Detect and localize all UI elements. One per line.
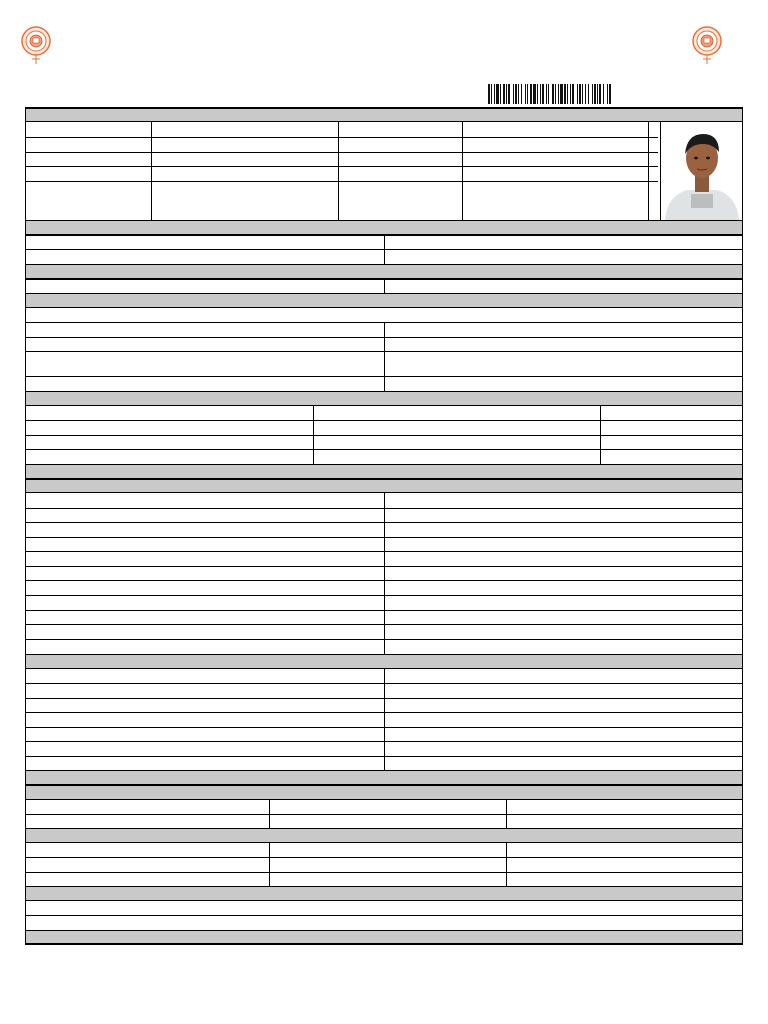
barcode-bar (592, 84, 593, 104)
barcode-bar (508, 84, 510, 104)
barcode-bar (496, 84, 499, 104)
form-column-line (384, 493, 385, 654)
form-column-line (648, 122, 649, 220)
form-row-line (26, 814, 742, 815)
barcode-bar (506, 84, 507, 104)
barcode-bar (548, 84, 549, 104)
form-row-line (26, 449, 742, 450)
emblem-logo-icon (690, 26, 724, 66)
form-column-line (338, 122, 339, 220)
form-row-line (26, 152, 658, 153)
form-column-line (313, 406, 314, 464)
barcode-bar (567, 84, 568, 104)
form-column-line (462, 122, 463, 220)
section-header-band (26, 654, 742, 669)
applicant-photo (660, 122, 742, 220)
barcode-bar (494, 84, 495, 104)
barcode-bar (525, 84, 526, 104)
barcode-bar (597, 84, 598, 104)
barcode-bar (599, 84, 601, 104)
form-row-line (26, 872, 742, 873)
barcode-bar (515, 84, 517, 104)
section-header-band (26, 930, 742, 944)
barcode-bar (570, 84, 571, 104)
section-header-band (26, 479, 742, 493)
section-header-band (26, 886, 742, 901)
barcode-bar (513, 84, 514, 104)
form-row-line (26, 857, 742, 858)
form-column-line (384, 669, 385, 770)
barcode-bar (500, 84, 501, 104)
barcode-bar (518, 84, 519, 104)
barcode-bar (537, 84, 538, 104)
barcode-bar (555, 84, 556, 104)
application-form (25, 107, 743, 945)
form-row-line (26, 137, 658, 138)
barcode-bar (503, 84, 505, 104)
section-header-band (26, 220, 742, 235)
form-column-line (600, 406, 601, 464)
barcode-bar (582, 84, 583, 104)
barcode-bar (609, 84, 611, 104)
barcode-bar (560, 84, 563, 104)
barcode-bar (577, 84, 578, 104)
barcode-bar (546, 84, 547, 104)
form-column-line (506, 800, 507, 828)
form-column-line (384, 235, 385, 264)
barcode-bar (579, 84, 581, 104)
form-column-line (384, 279, 385, 293)
barcode-bar (572, 84, 574, 104)
form-column-line (384, 322, 385, 391)
form-column-line (269, 800, 270, 828)
form-row-line (26, 166, 658, 167)
form-column-line (269, 843, 270, 886)
barcode-bar (491, 84, 492, 104)
barcode-bar (603, 84, 604, 104)
barcode-bar (585, 84, 586, 104)
barcode-bar (488, 84, 490, 104)
form-column-line (151, 122, 152, 220)
emblem-logo-icon (19, 26, 53, 66)
form-row-line (26, 181, 658, 182)
section-header-band (26, 785, 742, 800)
form-column-line (506, 843, 507, 886)
form-row-line (26, 420, 742, 421)
section-header-band (26, 264, 742, 279)
barcode-bar (552, 84, 554, 104)
barcode-bar (540, 84, 541, 104)
barcode-bar (542, 84, 544, 104)
barcode-bar (521, 84, 522, 104)
barcode-bar (527, 84, 528, 104)
barcode-bar (533, 84, 536, 104)
form-row-line (26, 915, 742, 916)
barcode-bar (558, 84, 559, 104)
section-header-band (26, 464, 742, 479)
applicant-photo-icon (661, 122, 742, 220)
barcode-bar (564, 84, 566, 104)
section-header-band (26, 770, 742, 785)
section-header-band (26, 108, 742, 122)
barcode-bar (588, 84, 589, 104)
barcode-bar (530, 84, 532, 104)
section-header-band (26, 828, 742, 843)
barcode-bar (594, 84, 596, 104)
section-header-band (26, 293, 742, 308)
form-row-line (26, 435, 742, 436)
barcode-icon (488, 84, 740, 104)
section-header-band (26, 391, 742, 406)
barcode-bar (607, 84, 608, 104)
